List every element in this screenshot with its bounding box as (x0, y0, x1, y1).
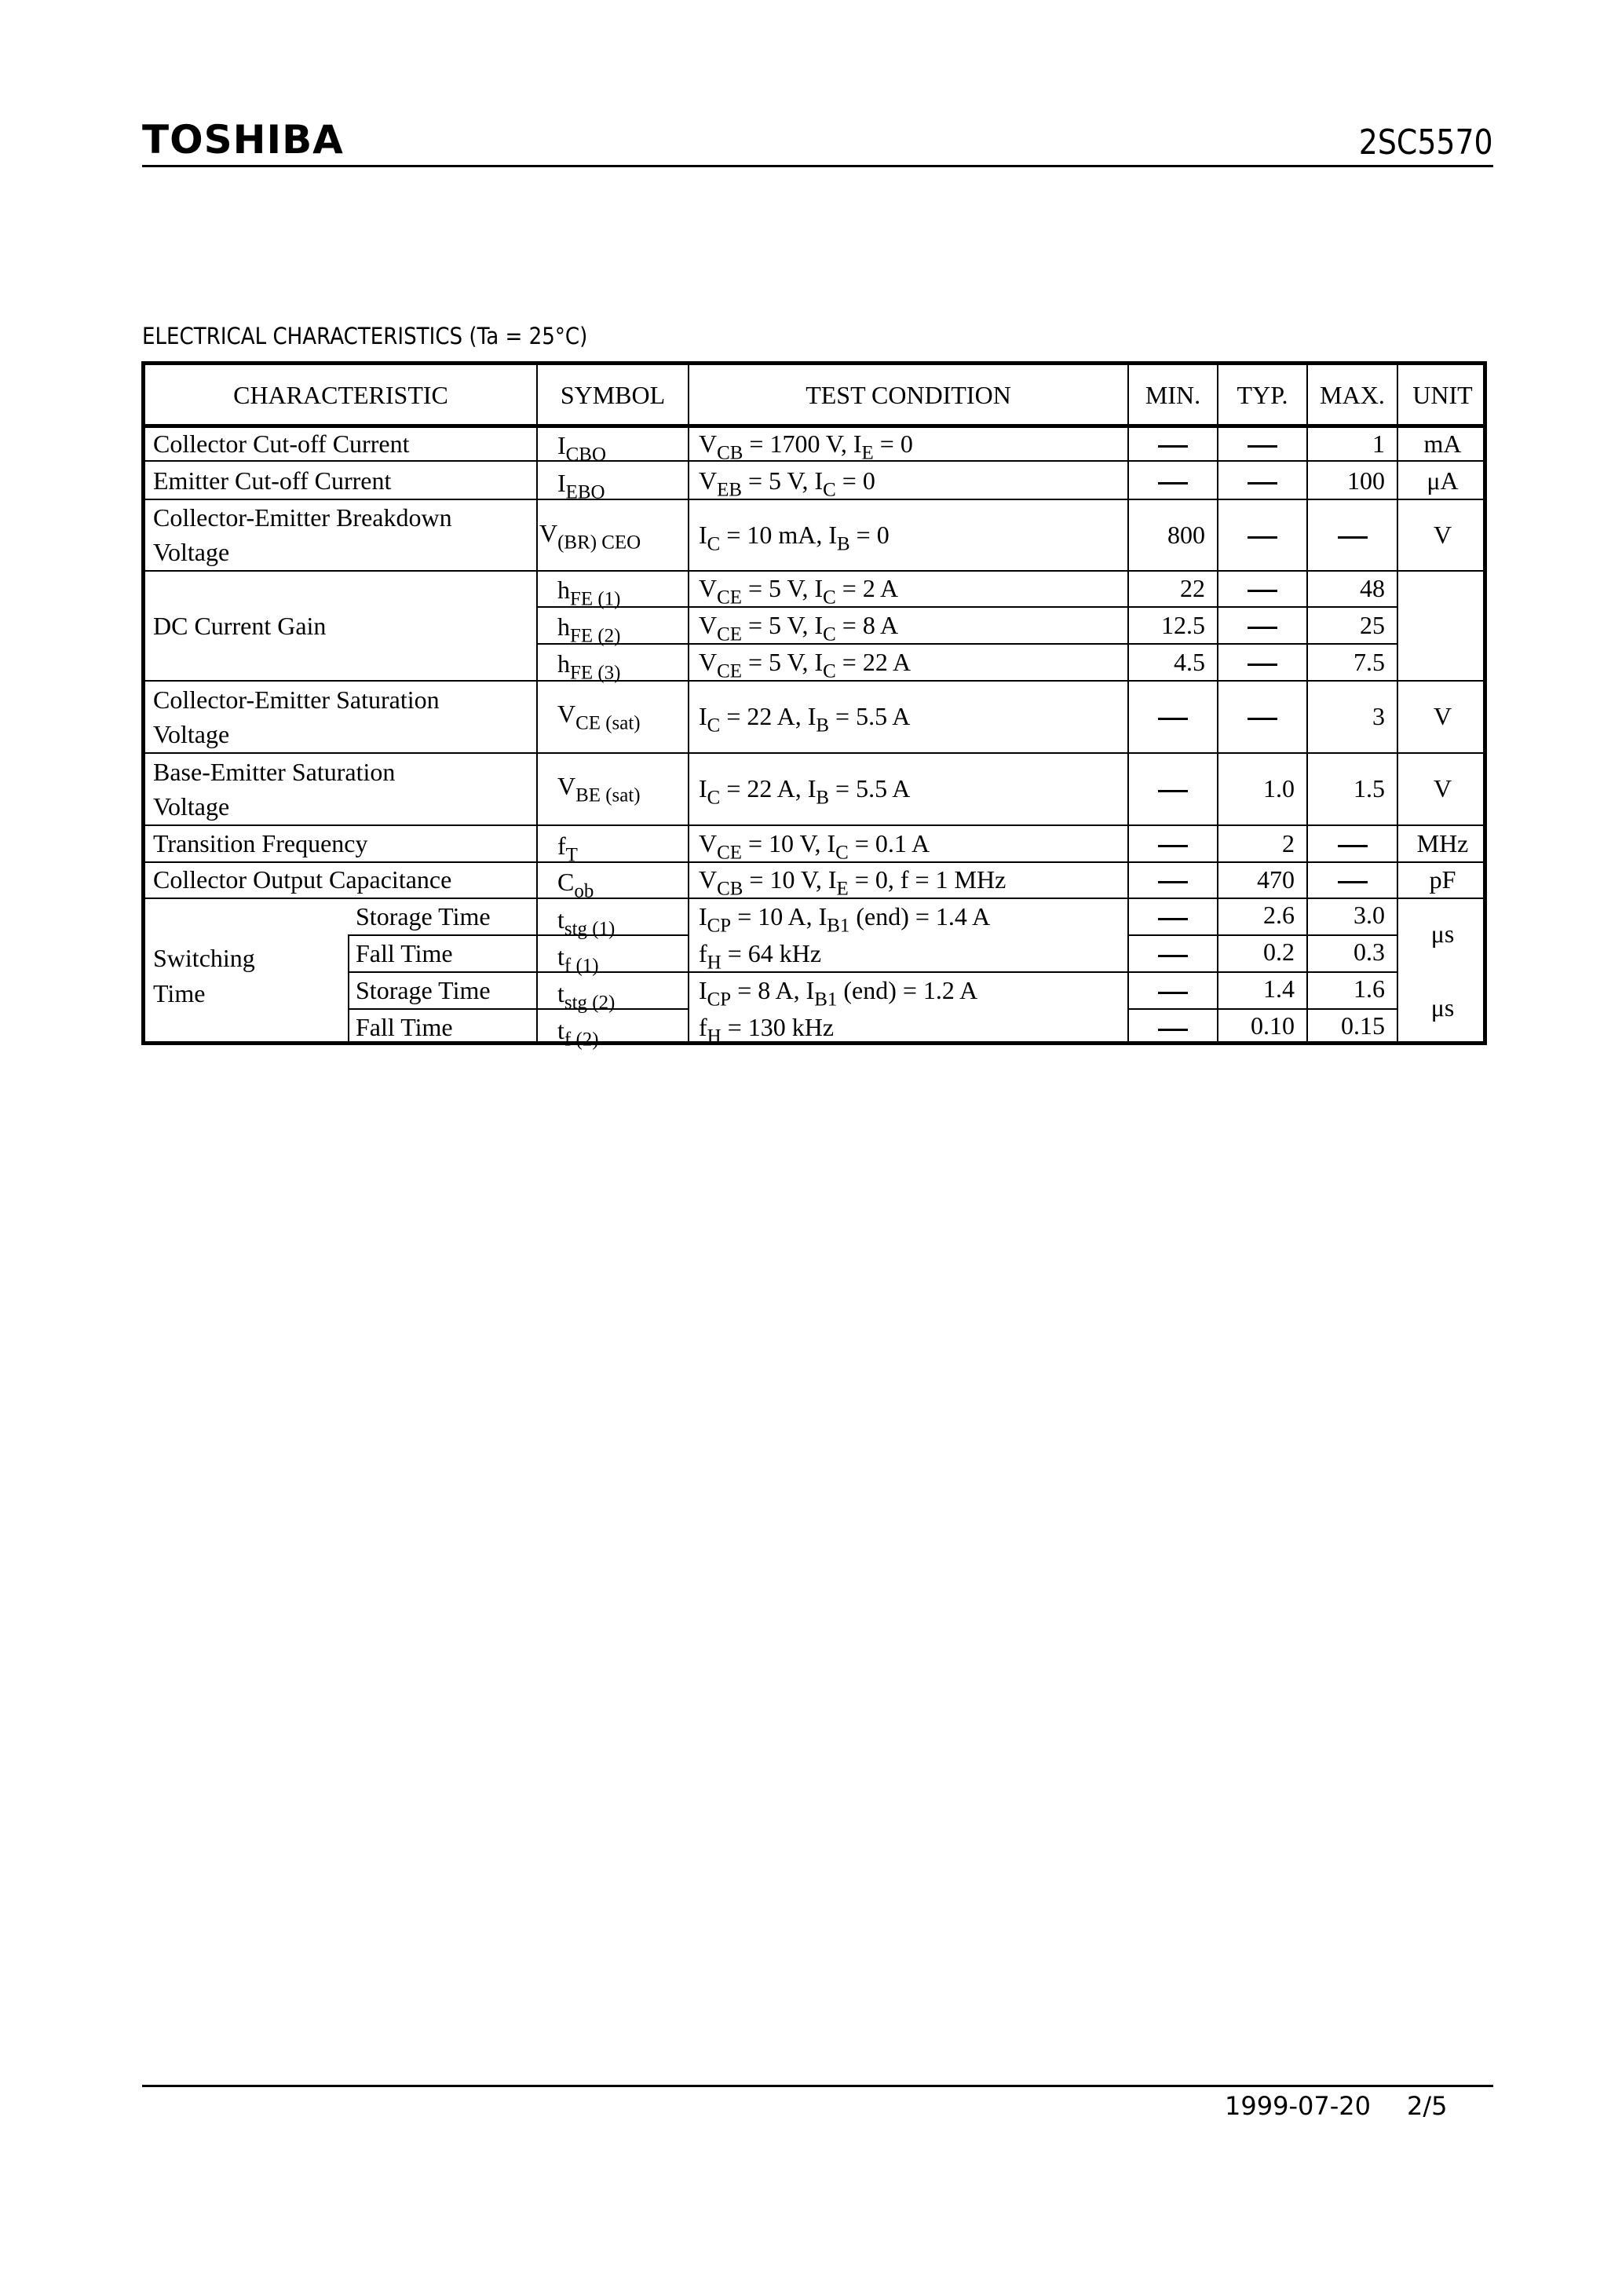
part-number: 2SC5570 (1359, 122, 1493, 163)
typ-cell: 2.6 (1263, 901, 1295, 929)
min-cell (1129, 936, 1217, 971)
footer-rule (142, 2085, 1493, 2087)
max-cell: 0.15 (1341, 1011, 1385, 1040)
test-condition-cell: $I_C = 22$ A, $I_B = 5.5$ A (699, 774, 911, 809)
col-divider (688, 361, 689, 1045)
typ-cell (1218, 463, 1306, 498)
col-header-symbol: SYMBOL (560, 381, 666, 409)
symbol-cell: $f_T$ (557, 832, 578, 866)
symbol-cell: $h_{FE (1)}$ (557, 576, 621, 610)
min-cell (1129, 826, 1217, 861)
min-cell (1129, 1010, 1217, 1044)
characteristic-cell-line2: Voltage (153, 792, 230, 821)
sub-characteristic-cell: Storage Time (356, 976, 491, 1004)
characteristic-cell-line2: Voltage (153, 720, 230, 748)
typ-cell (1218, 426, 1306, 461)
unit-cell: μs (1430, 993, 1455, 1022)
max-cell: 25 (1360, 611, 1385, 639)
characteristic-cell-line2: Time (153, 979, 206, 1007)
test-condition-cell: $V_{CB} = 10$ V, $I_E = 0$, f = 1 MHz (699, 865, 1006, 900)
min-cell (1129, 862, 1217, 897)
min-cell (1129, 771, 1217, 806)
typ-cell (1218, 699, 1306, 733)
typ-cell (1218, 608, 1306, 642)
characteristic-cell: Transition Frequency (153, 829, 368, 857)
typ-cell: 0.10 (1251, 1011, 1295, 1040)
typ-cell: 0.2 (1263, 938, 1295, 966)
symbol-cell: $C_{ob}$ (557, 868, 594, 902)
symbol-cell: $t_{f (2)}$ (557, 1016, 599, 1051)
characteristic-cell: Collector Output Capacitance (153, 865, 452, 894)
unit-cell: mA (1423, 430, 1462, 458)
min-cell (1129, 426, 1217, 461)
characteristic-cell: DC Current Gain (153, 612, 327, 640)
typ-cell: 470 (1257, 865, 1295, 894)
dash-icon (1158, 718, 1188, 720)
symbol-cell: $h_{FE (2)}$ (557, 612, 621, 647)
col-header-unit: UNIT (1412, 381, 1473, 409)
min-cell: 800 (1167, 521, 1205, 549)
dash-icon (1158, 482, 1188, 484)
test-condition-cell: $V_{CB} = 1700$ V, $I_E = 0$ (699, 430, 913, 464)
test-condition-cell: $f_H = 64$ kHz (699, 939, 822, 974)
dash-icon (1158, 845, 1188, 847)
max-cell (1308, 826, 1397, 861)
symbol-cell: $t_{stg (2)}$ (557, 979, 616, 1014)
test-condition-cell: $I_C = 10$ mA, $I_B = 0$ (699, 521, 890, 555)
header-rule (142, 165, 1493, 167)
dash-icon (1158, 881, 1188, 883)
typ-cell: 2 (1282, 829, 1295, 857)
min-cell (1129, 899, 1217, 934)
col-header-typ: TYP. (1237, 381, 1288, 409)
max-cell: 1.5 (1353, 774, 1385, 803)
test-condition-cell: $V_{CE} = 10$ V, $I_C = 0.1$ A (699, 829, 930, 864)
test-condition-cell: $I_{CP} = 10$ A, $I_{B1}$ (end) = 1.4 A (699, 902, 991, 937)
page-number: 2/5 (1407, 2091, 1448, 2121)
dash-icon (1248, 445, 1277, 448)
max-cell: 100 (1347, 466, 1385, 495)
dash-icon (1338, 536, 1368, 539)
unit-cell: V (1433, 702, 1452, 730)
test-condition-cell: $V_{CE} = 5$ V, $I_C = 2$ A (699, 574, 899, 609)
max-cell: 3.0 (1353, 901, 1385, 929)
symbol-cell: $h_{FE (3)}$ (557, 649, 621, 684)
dash-icon (1158, 955, 1188, 957)
max-cell: 1 (1372, 430, 1385, 458)
symbol-cell: $V_{BE (sat)}$ (557, 772, 641, 806)
unit-cell: MHz (1416, 829, 1469, 857)
characteristic-cell-line2: Voltage (153, 538, 230, 566)
symbol-cell: $I_{EBO}$ (557, 469, 605, 503)
unit-cell: V (1433, 521, 1452, 549)
dash-icon (1338, 845, 1368, 847)
max-cell: 0.3 (1353, 938, 1385, 966)
row-divider (141, 752, 1487, 754)
symbol-cell: $V_{(BR) CEO}$ (539, 519, 641, 554)
dash-icon (1158, 1029, 1188, 1031)
test-condition-cell: $f_H = 130$ kHz (699, 1013, 835, 1047)
electrical-characteristics-table (141, 361, 1487, 1051)
typ-cell: 1.0 (1263, 774, 1295, 803)
characteristic-cell: Switching (153, 944, 255, 972)
unit-cell: V (1433, 774, 1452, 803)
dash-icon (1158, 918, 1188, 920)
row-divider (141, 680, 1487, 682)
min-cell (1129, 699, 1217, 733)
dash-icon (1158, 992, 1188, 994)
unit-cell: pF (1429, 865, 1456, 894)
col-header-max: MAX. (1320, 381, 1385, 409)
symbol-cell: $t_{f (1)}$ (557, 942, 599, 977)
characteristic-cell: Collector-Emitter Breakdown (153, 503, 452, 532)
test-condition-cell: $V_{CE} = 5$ V, $I_C = 22$ A (699, 648, 911, 682)
col-header-characteristic: CHARACTERISTIC (233, 381, 448, 409)
max-cell: 48 (1360, 574, 1385, 602)
min-cell: 12.5 (1161, 611, 1205, 639)
test-condition-cell: $V_{EB} = 5$ V, $I_C = 0$ (699, 466, 875, 501)
symbol-cell: $I_{CBO}$ (557, 431, 606, 466)
typ-cell: 1.4 (1263, 974, 1295, 1003)
typ-cell (1218, 645, 1306, 679)
dash-icon (1248, 536, 1277, 539)
dash-icon (1338, 881, 1368, 883)
col-divider (536, 361, 538, 1045)
max-cell: 7.5 (1353, 648, 1385, 676)
min-cell (1129, 973, 1217, 1007)
min-cell: 4.5 (1174, 648, 1205, 676)
dash-icon (1248, 718, 1277, 720)
max-cell: 3 (1372, 702, 1385, 730)
characteristic-cell: Base-Emitter Saturation (153, 758, 396, 786)
col-header-min: MIN. (1145, 381, 1201, 409)
dash-icon (1248, 590, 1277, 592)
characteristic-cell: Collector-Emitter Saturation (153, 686, 440, 714)
unit-cell: μA (1427, 466, 1459, 495)
footer-date: 1999-07-20 (1225, 2091, 1371, 2121)
max-cell (1308, 517, 1397, 552)
min-cell: 22 (1180, 574, 1205, 602)
sub-characteristic-cell: Fall Time (356, 939, 453, 967)
sub-characteristic-cell: Storage Time (356, 902, 491, 930)
dash-icon (1158, 445, 1188, 448)
dash-icon (1158, 790, 1188, 792)
typ-cell (1218, 571, 1306, 605)
test-condition-cell: $I_C = 22$ A, $I_B = 5.5$ A (699, 702, 911, 737)
max-cell: 1.6 (1353, 974, 1385, 1003)
section-title: ELECTRICAL CHARACTERISTICS (Ta = 25°C) (142, 323, 588, 349)
symbol-cell: $t_{stg (1)}$ (557, 905, 616, 940)
symbol-cell: $V_{CE (sat)}$ (557, 700, 641, 734)
brand-logo: TOSHIBA (142, 117, 344, 163)
dash-icon (1248, 482, 1277, 484)
characteristic-cell: Emitter Cut-off Current (153, 466, 392, 495)
dash-icon (1248, 627, 1277, 629)
test-condition-cell: $I_{CP} = 8$ A, $I_{B1}$ (end) = 1.2 A (699, 976, 978, 1011)
max-cell (1308, 862, 1397, 897)
col-header-test-condition: TEST CONDITION (806, 381, 1011, 409)
unit-cell: μs (1430, 919, 1455, 948)
col-divider (348, 934, 349, 1045)
characteristic-cell: Collector Cut-off Current (153, 430, 410, 458)
min-cell (1129, 463, 1217, 498)
sub-characteristic-cell: Fall Time (356, 1013, 453, 1041)
typ-cell (1218, 517, 1306, 552)
test-condition-cell: $V_{CE} = 5$ V, $I_C = 8$ A (699, 611, 899, 645)
dash-icon (1248, 664, 1277, 666)
